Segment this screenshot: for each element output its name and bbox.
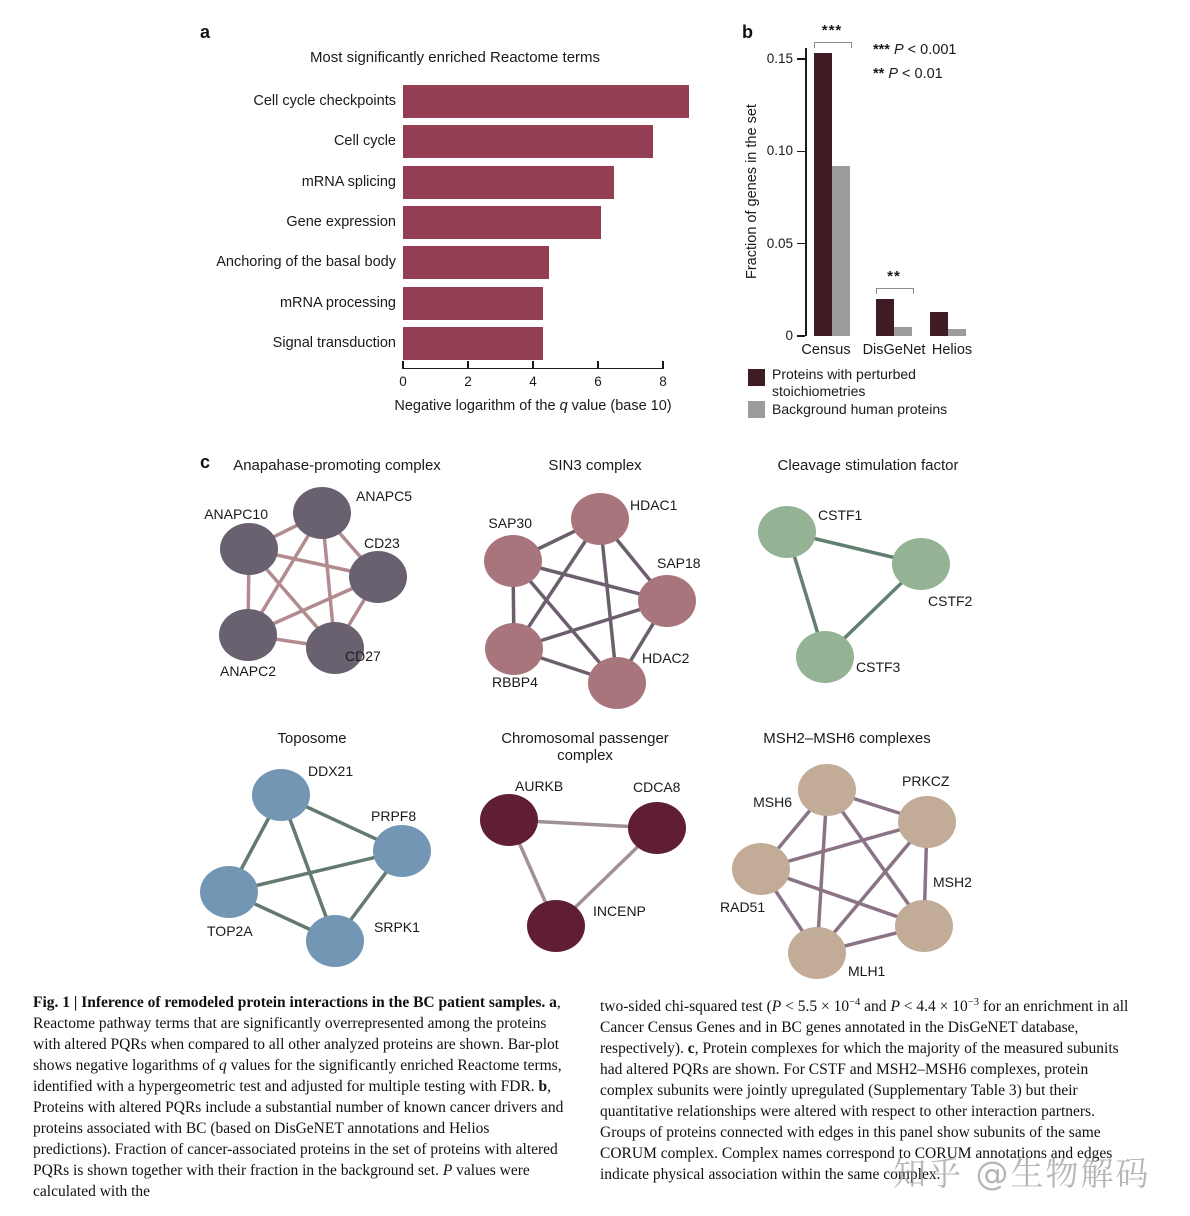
- network-node: [798, 764, 856, 816]
- network-node: [758, 506, 816, 558]
- panel-b-y-axis: [805, 48, 807, 336]
- network-node-label: PRKCZ: [902, 773, 950, 789]
- network-node-label: CSTF3: [856, 659, 901, 675]
- network-node-label: RBBP4: [492, 674, 538, 690]
- network-node: [306, 915, 364, 967]
- network-node: [480, 794, 538, 846]
- network-node-label: AURKB: [515, 778, 564, 794]
- significance-bracket: [876, 288, 914, 294]
- network-node: [732, 843, 790, 895]
- network-node-label: INCENP: [593, 903, 646, 919]
- legend-swatch: [748, 401, 765, 418]
- bar-label: Cell cycle: [333, 133, 396, 150]
- axis-tick: [597, 361, 599, 369]
- y-tick: [797, 335, 805, 337]
- network-node-label: PRPF8: [371, 808, 417, 824]
- panel-b-label: b: [742, 22, 753, 42]
- y-tick-label: 0.10: [766, 143, 793, 159]
- network-node-label: TOP2A: [207, 923, 253, 939]
- bar: [403, 85, 689, 118]
- y-tick: [797, 243, 805, 245]
- network-node-label: ANAPC10: [204, 506, 268, 522]
- bar: [876, 299, 894, 336]
- bar: [403, 327, 543, 360]
- axis-tick-label: 0: [399, 374, 407, 389]
- panel-a-x-axis: [399, 368, 667, 389]
- network-node: [788, 927, 846, 979]
- network-node: [898, 796, 956, 848]
- network-node-label: RAD51: [720, 899, 766, 915]
- bar-label: mRNA processing: [279, 294, 396, 311]
- panel-a-x-axis-label: Negative logarithm of the q value (base 10): [394, 398, 672, 414]
- legend-label: Background human proteins: [772, 401, 948, 417]
- network-node: [349, 551, 407, 603]
- bar: [403, 206, 601, 239]
- y-tick: [797, 58, 805, 60]
- significance-key-line2: ** P < 0.01: [873, 66, 943, 82]
- bar: [814, 53, 832, 336]
- legend-label: Proteins with perturbed stoichiometries: [772, 366, 916, 399]
- axis-tick: [402, 361, 404, 369]
- significance-key-line1: *** P < 0.001: [873, 42, 957, 58]
- network-title-msh: MSH2–MSH6 complexes: [763, 730, 931, 747]
- significance-bracket: [814, 42, 852, 48]
- axis-tick: [662, 361, 664, 369]
- significance-stars: **: [887, 268, 901, 286]
- network-title-cpc: Chromosomal passenger complex: [501, 730, 669, 764]
- bar-label: Anchoring of the basal body: [216, 254, 396, 271]
- network-node: [219, 609, 277, 661]
- axis-tick: [467, 361, 469, 369]
- network-node: [895, 900, 953, 952]
- network-title-toposome: Toposome: [277, 730, 347, 747]
- network-node: [484, 535, 542, 587]
- network-node-label: HDAC1: [630, 497, 678, 513]
- network-node-label: DDX21: [308, 763, 354, 779]
- network-node: [373, 825, 431, 877]
- bar: [832, 166, 850, 336]
- axis-tick-label: 6: [594, 374, 602, 389]
- watermark: 知乎 @生物解码: [893, 1154, 1151, 1193]
- network-node-label: ANAPC5: [356, 488, 413, 504]
- network-node: [796, 631, 854, 683]
- network-node-label: CSTF1: [818, 507, 863, 523]
- network-node: [527, 900, 585, 952]
- bar: [948, 329, 966, 336]
- y-tick-label: 0.15: [766, 51, 793, 66]
- network-node: [628, 802, 686, 854]
- network-node-label: SAP18: [657, 555, 701, 571]
- network-node: [200, 866, 258, 918]
- network-node-label: SAP30: [488, 515, 532, 531]
- axis-tick: [532, 361, 534, 369]
- bar: [894, 327, 912, 336]
- network-title-anaphase: Anapahase-promoting complex: [233, 457, 441, 474]
- bar: [403, 125, 653, 158]
- bar-label: Signal transduction: [272, 334, 396, 351]
- legend-swatch: [748, 369, 765, 386]
- bar: [403, 166, 614, 199]
- bar-label: mRNA splicing: [301, 173, 396, 190]
- network-node-label: MSH6: [753, 794, 792, 810]
- caption-left-column: Fig. 1 | Inference of remodeled protein interactions in the BC patient samples. a, Reactome pathway terms that are significantly overrepresented among the proteins with altered PQRs when compared to all other analyzed proteins are shown. Bar-plot shows negative logarithms of q values for the significantly enriched Reactome terms, identified with a hypergeometric test and adjusted for multiple testing with FDR. b, Proteins with altered PQRs include a substantial number of known cancer drivers and proteins associated with BC (based on DisGeNET annotations and Helios predictions). Fraction of cancer-associated proteins in the set of proteins with altered PQRs is shown together with their fraction in the background set. P values were calculated with the: [33, 994, 564, 1200]
- bar-label: Gene expression: [286, 213, 396, 230]
- panel-b-y-axis-label: Fraction of genes in the set: [744, 104, 760, 280]
- category-label: Census: [801, 342, 851, 358]
- network-node-label: HDAC2: [642, 650, 690, 666]
- network-node-label: CSTF2: [928, 593, 973, 609]
- axis-tick-label: 4: [529, 374, 537, 389]
- network-title-sin3: SIN3 complex: [548, 457, 642, 474]
- panel-a-label: a: [200, 22, 211, 42]
- network-node: [571, 493, 629, 545]
- network-node: [892, 538, 950, 590]
- network-node-label: CDCA8: [633, 779, 681, 795]
- network-node-label: MLH1: [848, 963, 886, 979]
- network-node-label: CD23: [364, 535, 400, 551]
- y-tick-label: 0: [785, 328, 793, 343]
- panel-c-label: c: [200, 452, 211, 472]
- network-node: [588, 657, 646, 709]
- network-node-label: MSH2: [933, 874, 972, 890]
- y-tick: [797, 151, 805, 153]
- network-node: [252, 769, 310, 821]
- bar: [403, 287, 543, 320]
- axis-tick-label: 8: [659, 374, 667, 389]
- bar-label: Cell cycle checkpoints: [253, 93, 396, 109]
- category-label: Helios: [931, 342, 973, 358]
- network-node: [485, 623, 543, 675]
- network-node: [638, 575, 696, 627]
- axis-tick-label: 2: [464, 374, 472, 389]
- significance-stars: ***: [821, 22, 843, 40]
- network-node-label: CD27: [345, 648, 381, 664]
- category-label: DisGeNet: [862, 342, 926, 358]
- network-title-cstf: Cleavage stimulation factor: [777, 457, 959, 474]
- y-tick-label: 0.05: [766, 235, 793, 251]
- network-node: [293, 487, 351, 539]
- bar: [930, 312, 948, 336]
- bar: [403, 246, 549, 279]
- network-node-label: SRPK1: [374, 919, 420, 935]
- network-node: [220, 523, 278, 575]
- caption-right-column: two-sided chi-squared test ($P < 5.5 \times 10^{-4}$ and $P < 4.4 \times 10^{-3}$ for an enrichment in all Cancer Census Genes and in BC genes annotated in the DisGeNET database, respectively). c, Protein complexes for which the majority of the measured subunits had altered PQRs are shown. For CSTF and MSH2–MSH6 complexes, protein complex subunits were jointly upregulated (Supplementary Table 3) but their quantitative relationships were altered with respect to other interaction partners. Groups of proteins connected with edges in this panel show subunits of the same CORUM complex. Complex names correspond to CORUM annotations and edges indicate physical association within the same complex.: [600, 997, 1129, 1184]
- panel-a-title: Most significantly enriched Reactome terms: [309, 49, 601, 66]
- network-node-label: ANAPC2: [219, 663, 277, 679]
